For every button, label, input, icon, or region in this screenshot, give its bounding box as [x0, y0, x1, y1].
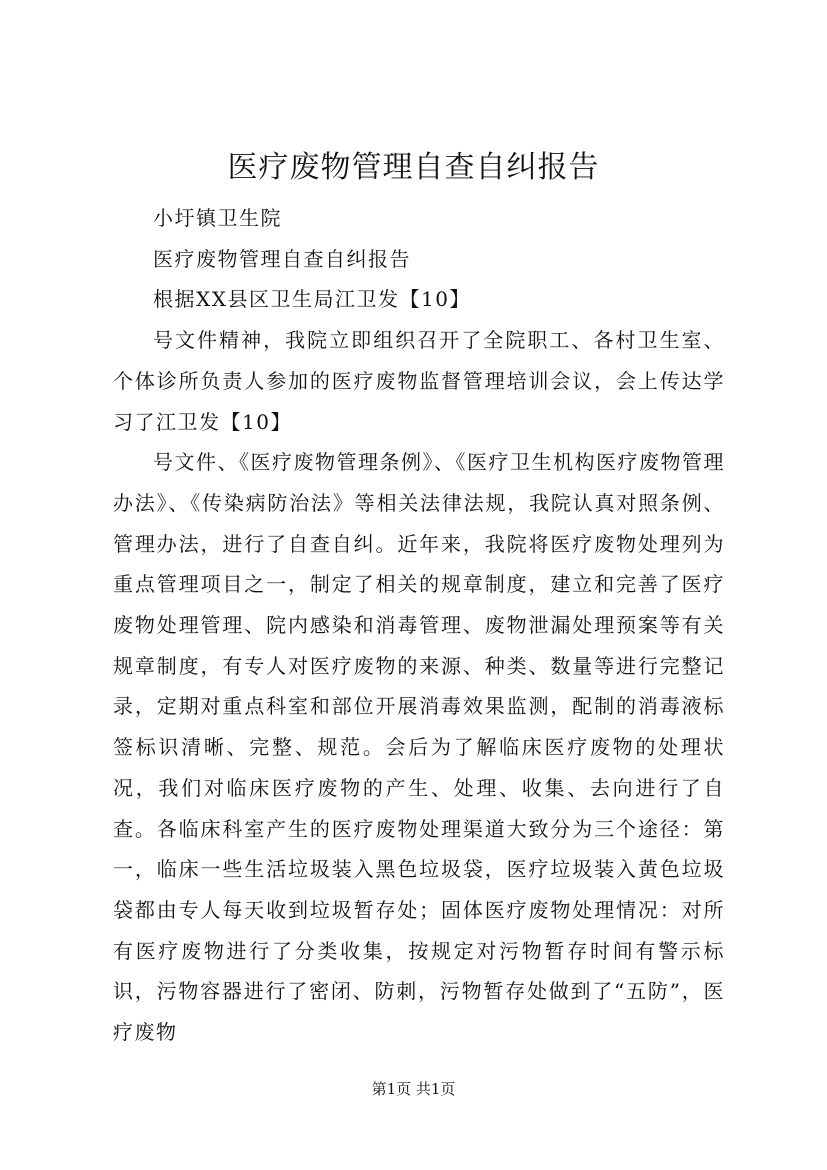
- document-body: [113, 198, 725, 1053]
- paragraph-self-inspection: 号文件、《医疗废物管理条例》、《医疗卫生机构医疗废物管理办法》、《传染病防治法》等相关法律法规，我院认真对照条例、管理办法，进行了自查自纠。近年来，我院将医疗废物处理列为重点管理项目之一，制定了相关的规章制度，建立和完善了医疗废物处理管理、院内感染和消毒管理、废物泄漏处理预案等有关规章制度，有专人对医疗废物的来源、种类、数量等进行完整记录，定期对重点科室和部位开展消毒效果监测，配制的消毒液标签标识清晰、完整、规范。会后为了解临床医疗废物的处理状况，我们对临床医疗废物的产生、处理、收集、去向进行了自查。各临床科室产生的医疗废物处理渠道大致分为三个途径：第一，临床一些生活垃圾装入黑色垃圾袋，医疗垃圾装入黄色垃圾袋都由专人每天收到垃圾暂存处；固体医疗废物处理情况：对所有医疗废物进行了分类收集，按规定对污物暂存时间有警示标识，污物容器进行了密闭、防刺，污物暂存处做到了“五防”，医疗废物: [113, 450, 725, 1045]
- page-footer: 第1页 共1页: [371, 1080, 456, 1098]
- paragraph-hospital-name: 小圩镇卫生院: [153, 206, 282, 230]
- document-title: 医疗废物管理自查自纠报告: [227, 150, 600, 185]
- paragraph-report-title: 医疗废物管理自查自纠报告: [153, 246, 411, 271]
- paragraph-meeting: 号文件精神，我院立即组织召开了全院职工、各村卫生室、个体诊所负责人参加的医疗废物监督管理培训会议，会上传达学习了江卫发【10】: [113, 328, 725, 434]
- paragraph-basis: 根据XX县区卫生局江卫发【10】: [153, 287, 471, 312]
